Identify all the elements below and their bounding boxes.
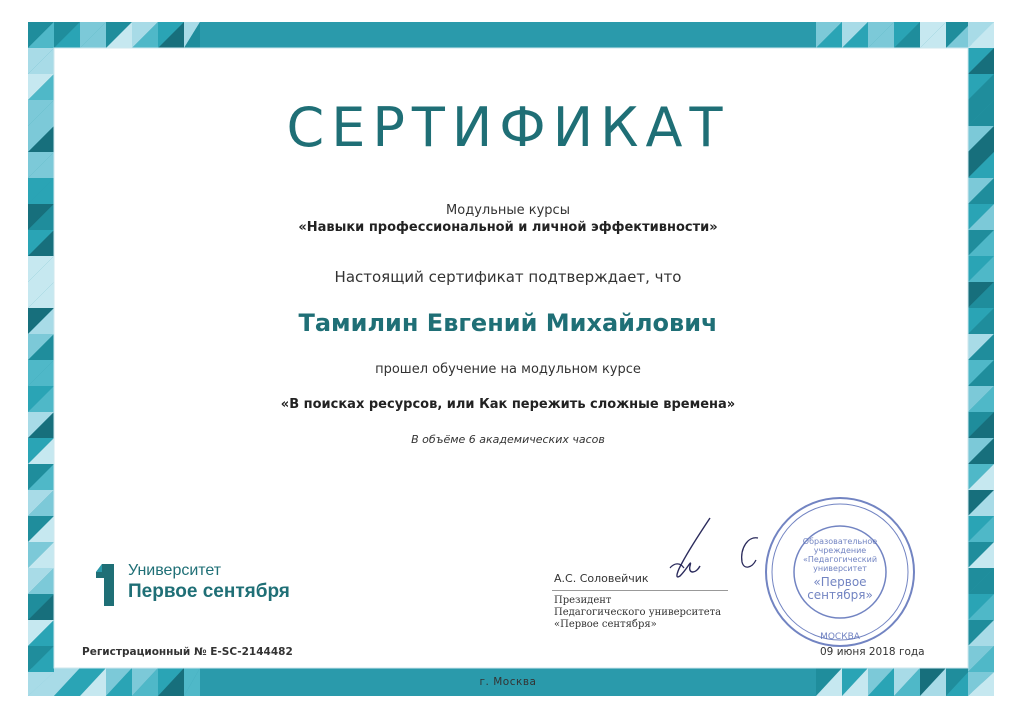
stamp-line-6: сентября» [807,588,873,602]
stamp-line-1: Образовательное [802,537,878,546]
signer-position-line2: Педагогического университета [554,607,722,618]
recipient-name: Тамилин Евгений Михайлович [298,309,718,337]
university-logo [96,560,316,610]
handwritten-signature [640,508,770,588]
signer-position-line1: Президент [554,595,612,606]
course-hours: В объёме 6 академических часов [411,433,605,446]
logo-text-line1: Университет [128,562,222,579]
stamp-bottom-text: МОСКВА [820,632,860,642]
signer-position-line3: «Первое сентября» [554,619,657,630]
module-course-name: «В поисках ресурсов, или Как пережить сложные времена» [280,397,736,412]
stamp-line-5: «Первое [813,575,867,589]
signer-name: А.С. Соловейчик [554,572,649,585]
course-type: Модульные курсы [446,203,570,218]
stamp-line-3: «Педагогический [802,555,878,564]
signature-line [552,590,728,591]
registration-number: Регистрационный № E-SC-2144482 [82,646,293,658]
stamp-line-2: учреждение [813,546,867,555]
training-text: прошел обучение на модульном курсе [375,362,641,377]
issue-date: 09 июня 2018 года [820,646,925,658]
logo-mark-icon [96,564,122,606]
logo-text-line2: Первое сентября [128,581,290,602]
confirmation-text: Настоящий сертификат подтверждает, что [334,268,682,286]
official-stamp [760,492,920,652]
certificate-title: СЕРТИФИКАТ [286,96,730,159]
stamp-line-4: университет [813,564,867,573]
course-program-name: «Навыки профессиональной и личной эффективности» [298,220,718,235]
issue-city: г. Москва [479,676,537,688]
